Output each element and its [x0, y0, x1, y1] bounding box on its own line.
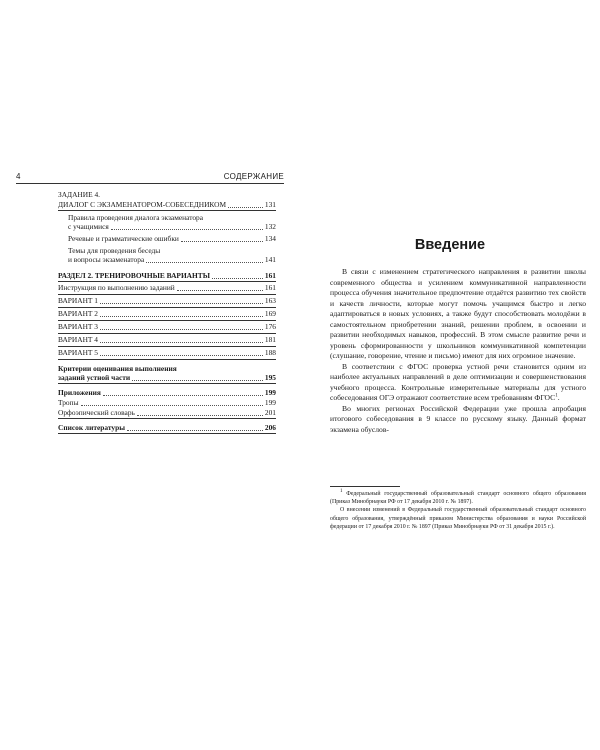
toc-topics-line2: и вопросы экзаменатора — [68, 254, 145, 264]
toc-entry-topics — [58, 246, 276, 265]
toc-errors-page: 134 — [264, 233, 276, 243]
toc-section2-page: 161 — [264, 270, 276, 280]
toc-variant-label: ВАРИАНТ 3 — [58, 321, 98, 331]
toc-entry-instructions — [58, 282, 276, 295]
toc-variant-label: ВАРИАНТ 5 — [58, 347, 98, 357]
toc-rules-line1: Правила проведения диалога экзаменатора — [68, 212, 204, 222]
toc-criteria-page: 195 — [264, 372, 276, 382]
toc-tropes-label: Тропы — [58, 397, 79, 407]
paragraph: В соответствии с ФГОС проверка устной речи становится одним из наиболее актуальных направлений в деле оптимизации и совершенствования учебного процесса. Контрольные измерительные материалы для устного собеседования ОГЭ отражают соответствие всем требованиям ФГОС$^1$. — [330, 361, 586, 402]
paragraph: В связи с изменением стратегического направления в развитии школы современного общества и усилением коммуникативной направленности процесса обучения значительное предпочтение отдаётся развитию тех свойств и качеств личности, которые могут помочь учащимся быстро и легко адаптироваться в новых условиях, а также будут способствовать молодёжи в самостоятельном приобретении знаний, решении проблем, в освоении и развитии необходимых навыков, профессий. В этом смысле развитие речи и уровень сформированности у школьников коммуникативной компетенции (слушание, говорение, чтение и письмо) имеют для них огромное значение. — [330, 267, 586, 360]
toc-criteria-line1: Критерии оценивания выполнения — [58, 363, 177, 373]
toc-entry-references — [58, 423, 276, 434]
toc-section2-label: РАЗДЕЛ 2. ТРЕНИРОВОЧНЫЕ ВАРИАНТЫ — [58, 270, 210, 280]
toc-entry-rules — [58, 213, 276, 232]
running-header — [16, 171, 284, 184]
toc-variant-page: 188 — [264, 347, 276, 357]
footnote: $^1$ Федеральный государственный образовательный стандарт основного общего образования (Приказ Минобрнауки РФ от 17 декабря 2010 г. № 1897). — [330, 489, 586, 506]
toc-entry-tropes — [58, 398, 276, 408]
toc-entry-errors — [58, 234, 276, 244]
toc-instructions-page: 161 — [264, 282, 276, 292]
toc-tropes-page: 199 — [264, 397, 276, 407]
toc-task4-line2: ДИАЛОГ С ЭКЗАМЕНАТОРОМ-СОБЕСЕДНИКОМ — [58, 199, 227, 209]
running-head-title: СОДЕРЖАНИЕ — [223, 172, 284, 181]
toc-topics-page: 141 — [264, 254, 276, 264]
toc-entry-variant-5 — [58, 347, 276, 360]
toc-variant-label: ВАРИАНТ 1 — [58, 295, 98, 305]
toc-task4-page: 131 — [264, 199, 276, 209]
toc-rules-page: 132 — [264, 221, 276, 231]
toc-criteria-line2: заданий устной части — [58, 372, 131, 382]
toc-entry-variant-4 — [58, 334, 276, 347]
toc-variant-page: 163 — [264, 295, 276, 305]
page-title: Введение — [414, 237, 486, 253]
toc-variant-label: ВАРИАНТ 4 — [58, 334, 98, 344]
toc-entry-variant-1 — [58, 295, 276, 308]
footnote-divider — [330, 486, 400, 487]
toc-entry-variant-2 — [58, 308, 276, 321]
toc-entry-appendix — [58, 388, 276, 398]
toc-appendix-label: Приложения — [58, 387, 101, 397]
toc-variant-page: 181 — [264, 334, 276, 344]
paragraph: Во многих регионах Российской Федерации уже прошла апробация итогового собеседования в 9 классе по русскому языку. Данный формат экзамена обуслов- — [330, 403, 586, 434]
right-page — [300, 0, 600, 750]
toc-errors-label: Речевые и грамматические ошибки — [68, 233, 179, 243]
toc-entry-section2 — [58, 271, 276, 282]
page-number: 4 — [16, 172, 21, 181]
body-text — [330, 267, 586, 435]
footnote-ref: 1 — [555, 393, 558, 399]
toc-appendix-page: 199 — [264, 387, 276, 397]
footnotes — [330, 490, 586, 531]
toc-orthoepic-page: 201 — [264, 407, 276, 417]
toc-rules-line2: с учащимися — [68, 221, 109, 231]
toc-task4-line1: ЗАДАНИЕ 4. — [58, 190, 100, 199]
toc-topics-line1: Темы для проведения беседы — [68, 245, 161, 255]
footnote: О внесении изменений в Федеральный государственный образовательный стандарт основного общего образования, утверждённый приказом Министерства образования и науки Российской федерации от 17 декабря 2010 г. № 1897 (Приказ Минобрнауки РФ от 31 декабря 2015 г.). — [330, 507, 586, 530]
table-of-contents — [58, 190, 276, 434]
toc-entry-criteria — [58, 364, 276, 384]
toc-instructions-label: Инструкция по выполнению заданий — [58, 282, 175, 292]
toc-references-label: Список литературы — [58, 422, 125, 432]
toc-references-page: 206 — [264, 422, 276, 432]
toc-variant-label: ВАРИАНТ 2 — [58, 308, 98, 318]
toc-variant-page: 169 — [264, 308, 276, 318]
toc-variant-page: 176 — [264, 321, 276, 331]
footnote-number: 1 — [340, 489, 343, 495]
toc-entry-variant-3 — [58, 321, 276, 334]
toc-orthoepic-label: Орфоэпический словарь — [58, 407, 135, 417]
toc-entry-task4 — [58, 190, 276, 211]
toc-entry-orthoepic — [58, 408, 276, 419]
